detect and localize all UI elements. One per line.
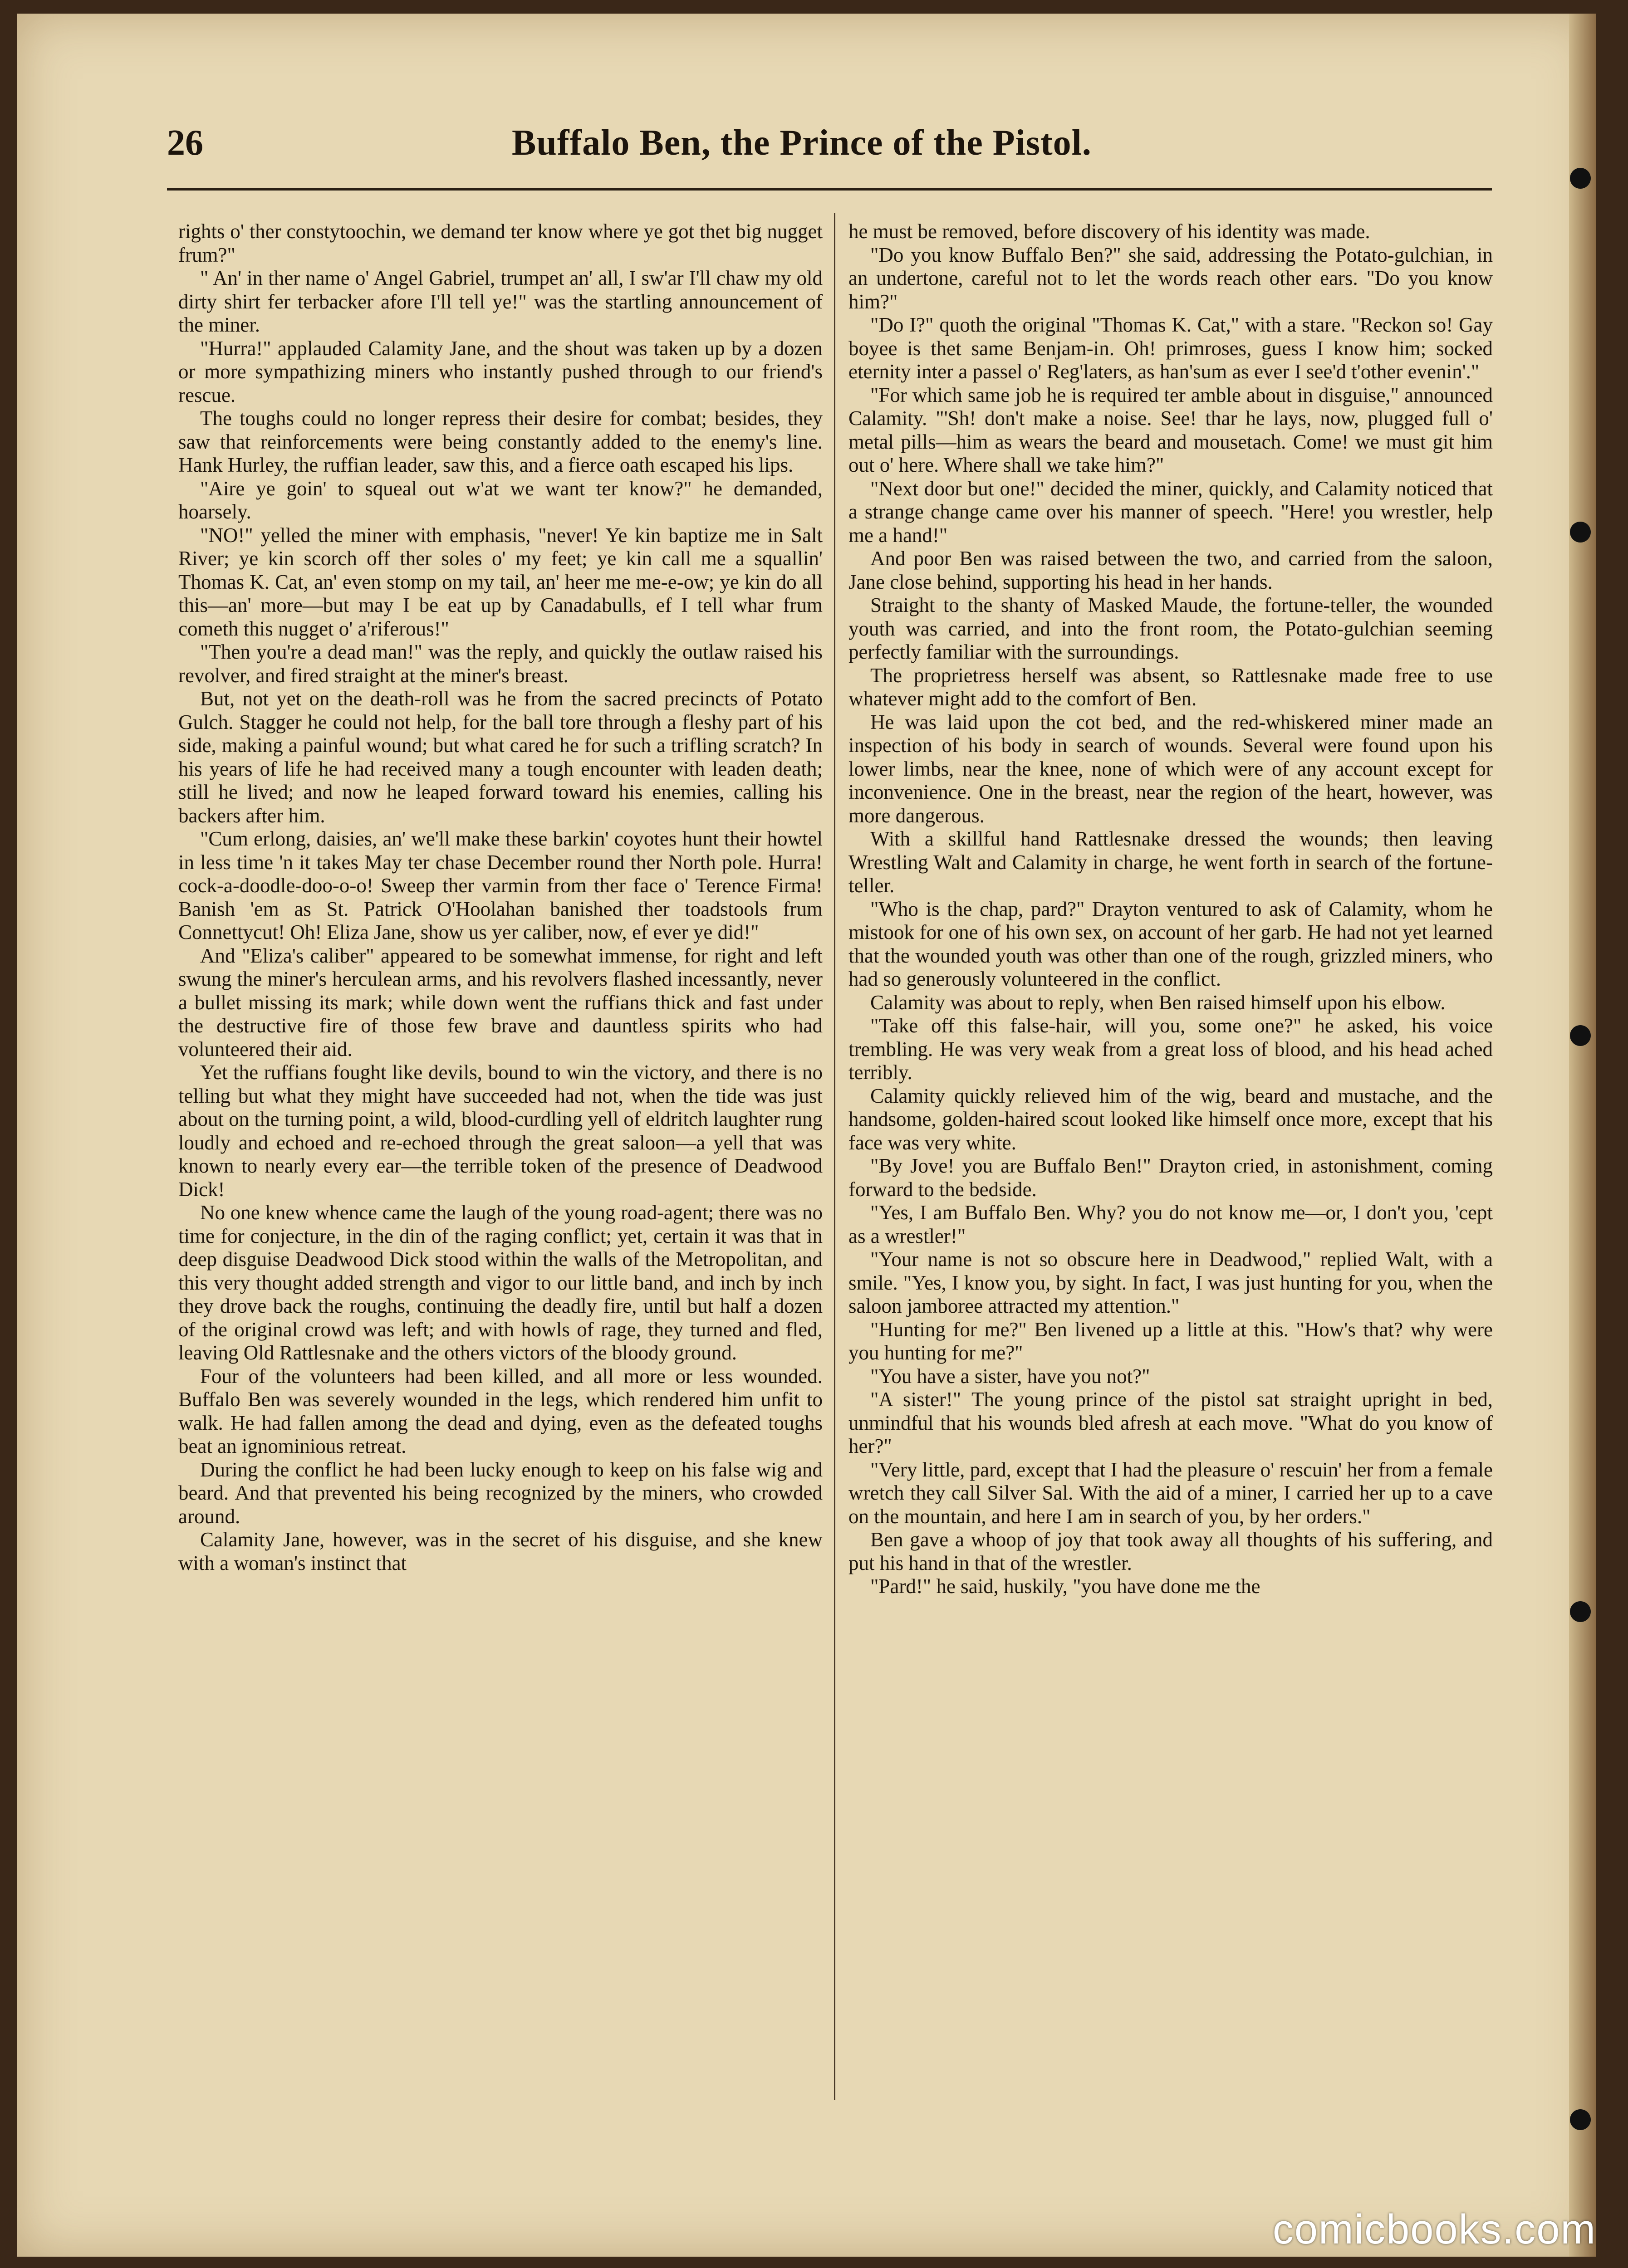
header-rule	[167, 188, 1492, 191]
left-column	[178, 220, 823, 2093]
site-watermark: comicbooks.com	[1272, 2206, 1596, 2253]
running-title: Buffalo Ben, the Prince of the Pistol.	[512, 123, 1092, 163]
binding-edge	[1569, 14, 1596, 2257]
paragraph: Straight to the shanty of Masked Maude, the fortune-teller, the wounded youth was carried, and into the front room, the Potato-gulchian seeming perfectly familiar with the surroundings.	[848, 594, 1493, 663]
paragraph: " An' in ther name o' Angel Gabriel, trumpet an' all, I sw'ar I'll chaw my old dirty shirt fer terbacker afore I'll tell ye!" was the startling announcement of the miner.	[178, 267, 823, 336]
paragraph: "Do I?" quoth the original "Thomas K. Cat," with a stare. "Reckon so! Gay boyee is thet same Benjam-in. Oh! primroses, guess I know him; socked eternity inter a passel o' Reg'laters, as han'sum as ever I see'd t'other evenin'."	[848, 313, 1493, 383]
rivet-icon	[1570, 522, 1591, 543]
paragraph: "Hurra!" applauded Calamity Jane, and the shout was taken up by a dozen or more sympathizing miners who instantly pushed through to our friend's rescue.	[178, 337, 823, 406]
paragraph: The proprietress herself was absent, so Rattlesnake made free to use whatever might add to the comfort of Ben.	[848, 664, 1493, 710]
paragraph: he must be removed, before discovery of his identity was made.	[848, 220, 1370, 243]
paragraph: "Aire ye goin' to squeal out w'at we want ter know?" he demanded, hoarsely.	[178, 477, 823, 523]
paragraph: Calamity was about to reply, when Ben raised himself upon his elbow.	[870, 991, 1446, 1014]
paragraph: "Cum erlong, daisies, an' we'll make these barkin' coyotes hunt their howtel in less time 'n it takes May ter chase December round ther North pole. Hurra! cock-a-doodle-doo-o-o! Sweep ther varmin from ther face o' Terence Firma! Banish 'em as St. Patrick O'Hoolahan banished ther toadstools frum Connettycut! Oh! Eliza Jane, show us yer caliber, now, ef ever ye did!"	[178, 827, 823, 943]
paragraph: No one knew whence came the laugh of the young road-agent; there was no time for conjecture, in the din of the raging conflict; yet, certain it was that in deep disguise Deadwood Dick stood within the walls of the Metropolitan, and this very thought added strength and vigor to our little band, and inch by inch they drove back the roughs, continuing the deadly fire, until but half a dozen of the original crowd was left; and with howls of rage, they turned and fled, leaving Old Rattlesnake and the others victors of the bloody ground.	[178, 1201, 823, 1364]
paragraph: Ben gave a whoop of joy that took away all thoughts of his suffering, and put his hand in that of the wrestler.	[848, 1528, 1493, 1574]
paragraph: Yet the ruffians fought like devils, bound to win the victory, and there is no telling but what they might have succeeded had not, when the tide was just about on the turning point, a wild, blood-curdling yell of eldritch laughter rung loudly and echoed and re-echoed through the great saloon—a yell that was known to nearly every ear—the terrible token of the presence of Deadwood Dick!	[178, 1061, 823, 1201]
paragraph: "Hunting for me?" Ben livened up a little at this. "How's that? why were you hunting for me?"	[848, 1318, 1493, 1364]
paragraph: "Who is the chap, pard?" Drayton ventured to ask of Calamity, whom he mistook for one of his own sex, on account of her garb. He had not yet learned that the wounded youth was other than one of the rough, grizzled miners, who had so generously volunteered in the conflict.	[848, 897, 1493, 990]
paragraph: "You have a sister, have you not?"	[870, 1364, 1150, 1388]
paragraph: "Take off this false-hair, will you, some one?" he asked, his voice trembling. He was very weak from a great loss of blood, and his head ached terribly.	[848, 1014, 1493, 1084]
paragraph: He was laid upon the cot bed, and the red-whiskered miner made an inspection of his body in search of wounds. Several were found upon his lower limbs, near the knee, none of which were of any account except for inconvenience. One in the breast, near the region of the heart, however, was more dangerous.	[848, 710, 1493, 827]
paragraph: Calamity Jane, however, was in the secret of his disguise, and she knew with a woman's instinct that	[178, 1528, 823, 1574]
column-divider	[834, 213, 835, 2100]
paragraph: "Do you know Buffalo Ben?" she said, addressing the Potato-gulchian, in an undertone, careful not to let the words reach other ears. "Do you know him?"	[848, 243, 1493, 313]
book-page	[17, 14, 1596, 2257]
paragraph: rights o' ther constytoochin, we demand ter know where ye got thet big nugget frum?"	[178, 220, 823, 266]
paragraph: With a skillful hand Rattlesnake dressed the wounds; then leaving Wrestling Walt and Calamity in charge, he went forth in search of the fortune-teller.	[848, 827, 1493, 897]
paragraph: "Very little, pard, except that I had the pleasure o' rescuin' her from a female wretch they call Silver Sal. With the aid of a miner, I carried her up to a cave on the mountain, and here I am in search of you, by her orders."	[848, 1458, 1493, 1528]
rivet-icon	[1570, 1025, 1591, 1046]
right-column	[848, 220, 1493, 2093]
paragraph: But, not yet on the death-roll was he from the sacred precincts of Potato Gulch. Stagger he could not help, for the ball tore through a fleshy part of his side, making a painful wound; but what cared he for such a trifling scratch? In his years of life he had received many a tough encounter with leaden death; still he lived; and now he leaped forward toward his enemies, calling his backers after him.	[178, 687, 823, 827]
rivet-icon	[1570, 2109, 1591, 2130]
paragraph: Calamity quickly relieved him of the wig, beard and mustache, and the handsome, golden-haired scout looked like himself once more, except that his face was very white.	[848, 1084, 1493, 1154]
rivet-icon	[1570, 168, 1591, 189]
paragraph: And "Eliza's caliber" appeared to be somewhat immense, for right and left swung the miner's herculean arms, and his revolvers flashed incessantly, never a bullet missing its mark; while down went the ruffians thick and fast under the destructive fire of those few brave and dauntless spirits who had volunteered their aid.	[178, 944, 823, 1061]
paragraph: Four of the volunteers had been killed, and all more or less wounded. Buffalo Ben was severely wounded in the legs, which rendered him unfit to walk. He had fallen among the dead and dying, even as the defeated toughs beat an ignominious retreat.	[178, 1364, 823, 1457]
paragraph: "Then you're a dead man!" was the reply, and quickly the outlaw raised his revolver, and fired straight at the miner's breast.	[178, 640, 823, 687]
paragraph: "A sister!" The young prince of the pistol sat straight upright in bed, unmindful that his wounds bled afresh at each move. "What do you know of her?"	[848, 1388, 1493, 1457]
paragraph: "NO!" yelled the miner with emphasis, "never! Ye kin baptize me in Salt River; ye kin scorch off ther soles o' my feet; ye kin call me a squallin' Thomas K. Cat, an' even stomp on my tail, an' heer me me-e-ow; ye kin do all this—an' more—but may I be eat up by Canadabulls, ef I tell whar frum cometh this nugget o' a'riferous!"	[178, 523, 823, 640]
rivet-icon	[1570, 1601, 1591, 1622]
paragraph: "For which same job he is required ter amble about in disguise," announced Calamity. "'Sh! don't make a noise. See! thar he lays, now, plugged full o' metal pills—him as wears the beard and mousetach. Come! we must git him out o' here. Where shall we take him?"	[848, 383, 1493, 476]
paragraph: "Yes, I am Buffalo Ben. Why? you do not know me—or, I don't you, 'cept as a wrestler!"	[848, 1201, 1493, 1247]
paragraph: "Next door but one!" decided the miner, quickly, and Calamity noticed that a strange change came over his manner of speech. "Here! you wrestler, help me a hand!"	[848, 477, 1493, 547]
paragraph: And poor Ben was raised between the two, and carried from the saloon, Jane close behind, supporting his head in her hands.	[848, 547, 1493, 593]
paragraph: The toughs could no longer repress their desire for combat; besides, they saw that reinforcements were being constantly added to the enemy's line. Hank Hurley, the ruffian leader, saw this, and a fierce oath escaped his lips.	[178, 407, 823, 476]
paragraph: "Pard!" he said, huskily, "you have done me the	[870, 1575, 1260, 1598]
page-header	[167, 122, 1492, 191]
page-number: 26	[167, 123, 203, 163]
paragraph: "Your name is not so obscure here in Deadwood," replied Walt, with a smile. "Yes, I know you, by sight. In fact, I was just hunting for you, when the saloon jamboree attracted my attention."	[848, 1248, 1493, 1317]
paragraph: "By Jove! you are Buffalo Ben!" Drayton cried, in astonishment, coming forward to the bedside.	[848, 1154, 1493, 1201]
paragraph: During the conflict he had been lucky enough to keep on his false wig and beard. And that prevented his being recognized by the miners, who crowded around.	[178, 1458, 823, 1528]
